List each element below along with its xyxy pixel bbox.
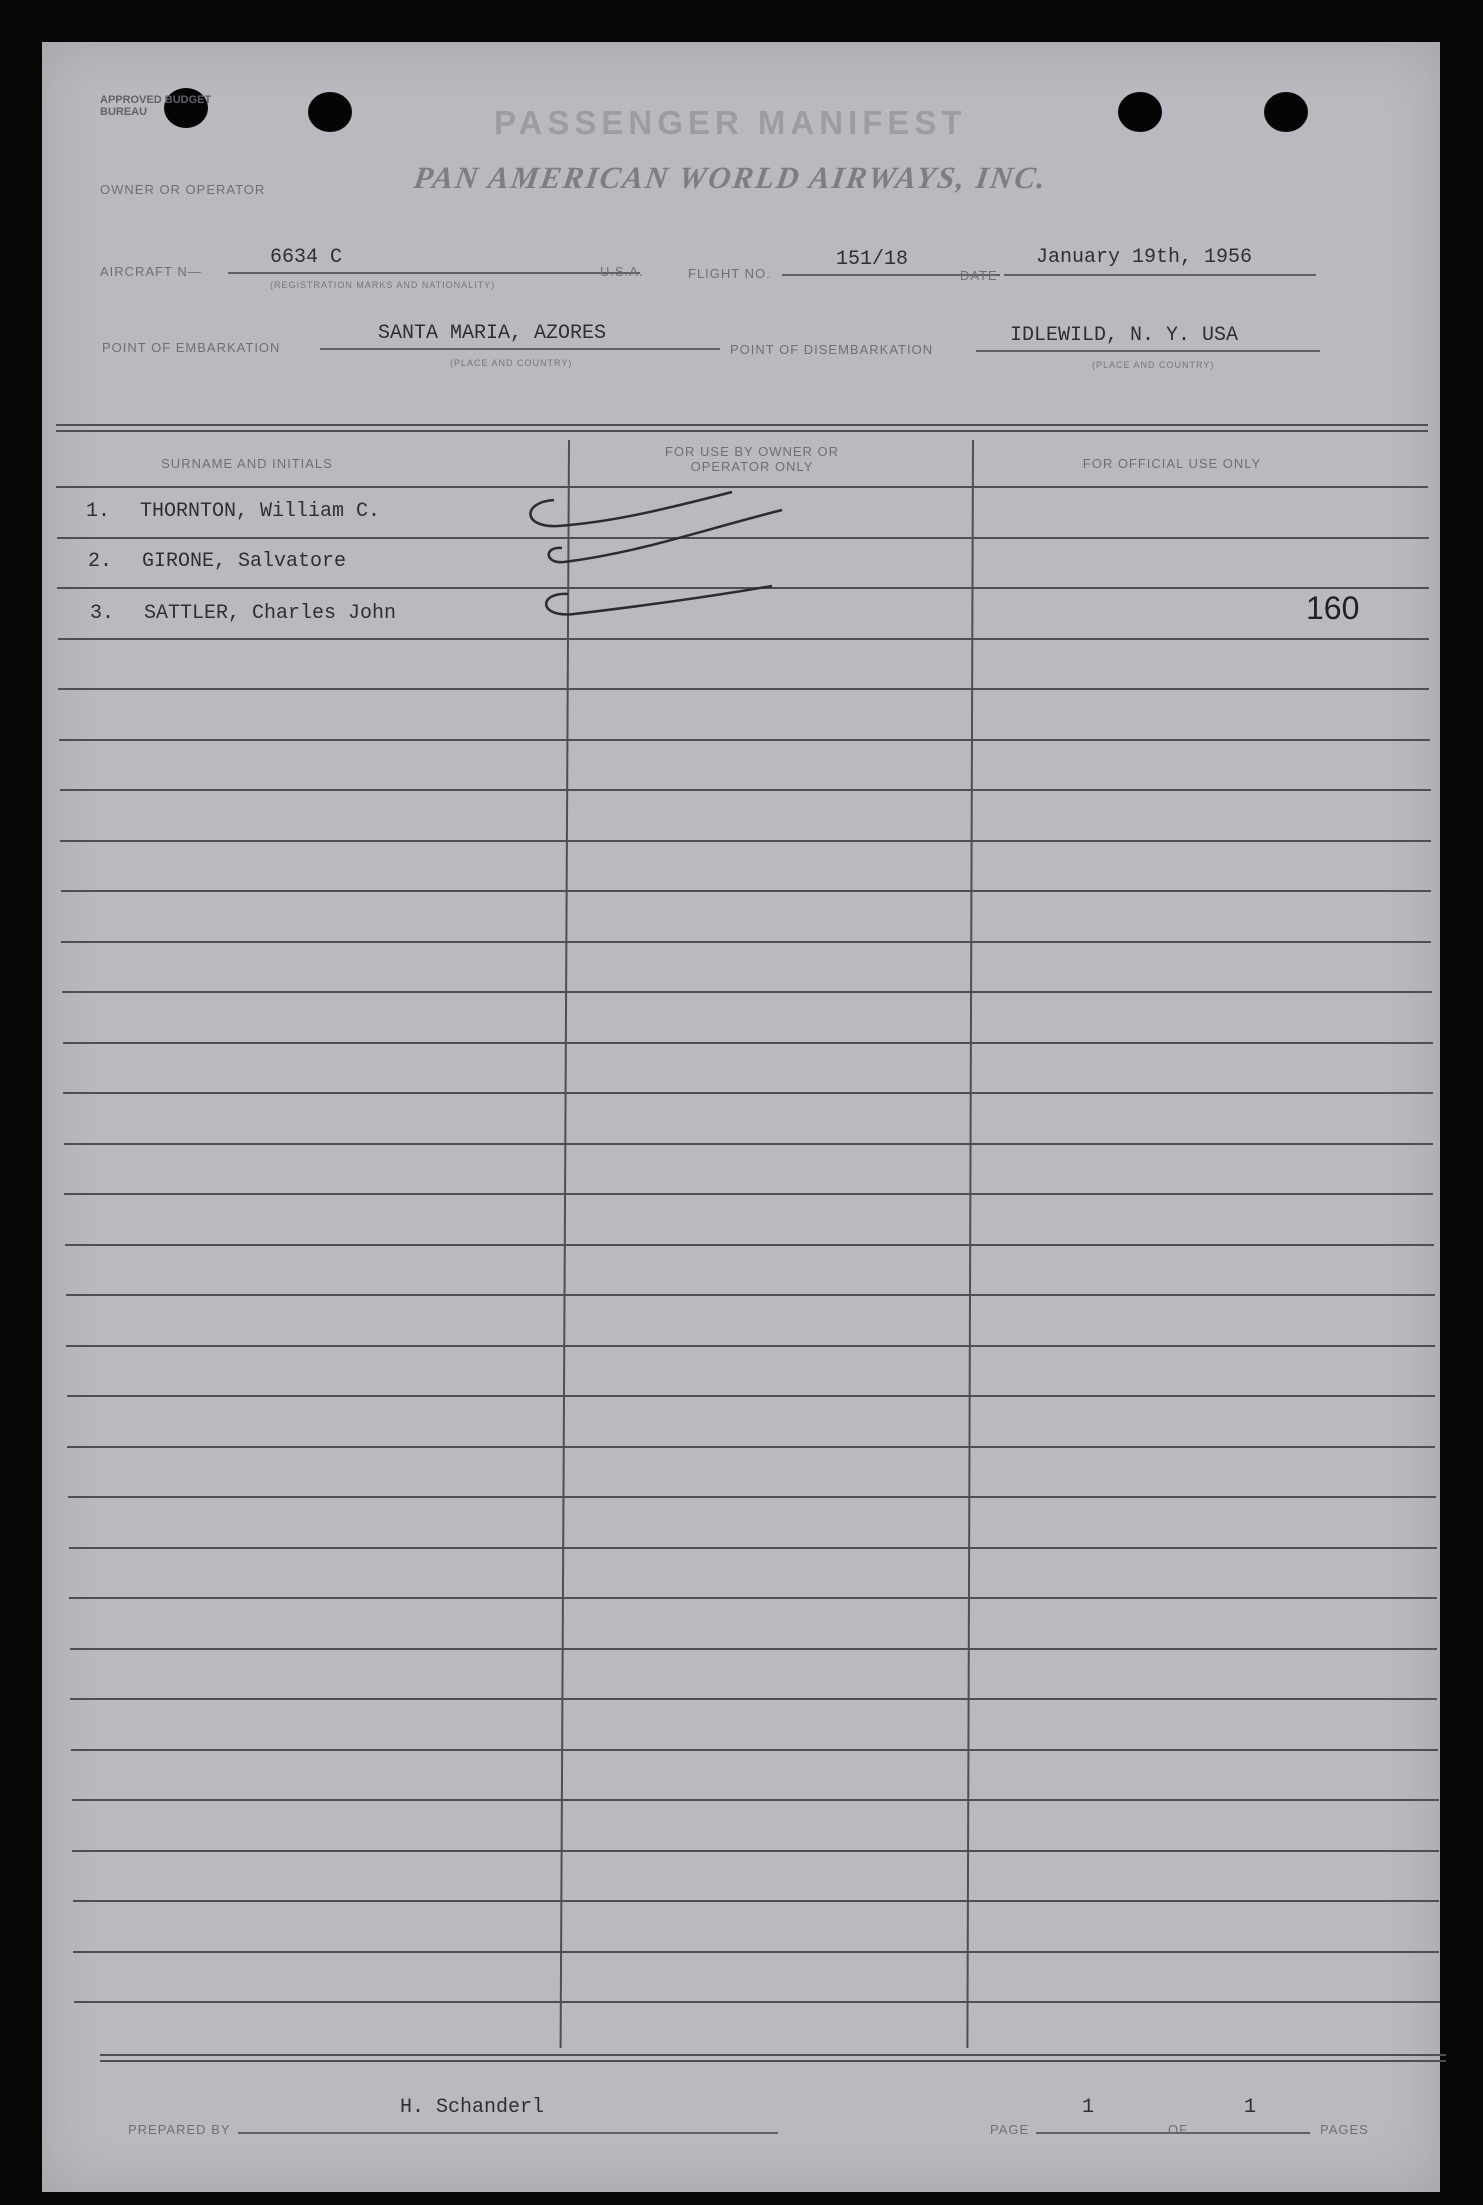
of-label: OF <box>1168 2122 1189 2137</box>
table-row-line <box>62 991 1432 993</box>
disembarkation-value: IDLEWILD, N. Y. USA <box>1010 324 1239 347</box>
punch-hole <box>1118 92 1162 132</box>
date-value: January 19th, 1956 <box>1036 246 1253 269</box>
page-value: 1 <box>1082 2096 1095 2119</box>
table-bottom-rule <box>100 2054 1446 2056</box>
table-row-line <box>67 1395 1435 1397</box>
table-row-line <box>74 2001 1440 2003</box>
table-row-line <box>69 1547 1437 1549</box>
manifest-sheet <box>42 42 1440 2192</box>
prepared-by-fill-line <box>238 2132 778 2134</box>
official-mark: 160 <box>1306 590 1360 626</box>
embarkation-label: POINT OF EMBARKATION <box>102 340 281 355</box>
table-row-line <box>63 1042 1433 1044</box>
table-row-line <box>73 1951 1439 1953</box>
date-fill-line <box>1004 274 1316 276</box>
of-value: 1 <box>1244 2096 1257 2119</box>
corner-stamp: APPROVED BUDGET BUREAU <box>100 94 212 118</box>
usa-label: U.S.A. <box>600 264 644 279</box>
table-row-line <box>72 1799 1439 1801</box>
table-bottom-rule <box>100 2060 1446 2062</box>
row-number: 1. <box>86 500 111 523</box>
embarkation-fill-line <box>320 348 720 350</box>
table-row-line <box>72 1850 1439 1852</box>
prepared-by-label: PREPARED BY <box>128 2122 231 2137</box>
flight-no-label: FLIGHT NO. <box>688 266 771 281</box>
aircraft-label: AIRCRAFT N— <box>100 264 202 279</box>
row-number: 3. <box>90 602 115 625</box>
of-fill-line <box>1198 2132 1310 2134</box>
table-row-line <box>71 1749 1438 1751</box>
table-row-line <box>63 1092 1433 1094</box>
owner-label: OWNER OR OPERATOR <box>100 182 266 197</box>
table-row-line <box>70 1648 1437 1650</box>
passenger-name: GIRONE, Salvatore <box>142 550 347 573</box>
row-number: 2. <box>88 550 113 573</box>
owner-column-header: FOR USE BY OWNER OR OPERATOR ONLY <box>664 444 840 474</box>
table-row-line <box>61 941 1431 943</box>
table-row-line <box>69 1597 1437 1599</box>
check-marks <box>502 482 842 662</box>
table-row-line <box>64 1143 1433 1145</box>
table-row-line <box>59 739 1430 741</box>
table-row-line <box>67 1446 1435 1448</box>
form-title: PASSENGER MANIFEST <box>494 104 967 141</box>
registration-caption: (REGISTRATION MARKS AND NATIONALITY) <box>270 280 496 290</box>
punch-hole <box>1264 92 1308 132</box>
table-row-line <box>61 890 1431 892</box>
check-mark-2 <box>549 510 782 562</box>
table-row-line <box>68 1496 1436 1498</box>
table-row-line <box>66 1294 1435 1296</box>
embarkation-caption: (PLACE AND COUNTRY) <box>450 358 573 368</box>
table-row-line <box>60 840 1431 842</box>
check-mark-1 <box>530 492 732 526</box>
table-row-line <box>66 1345 1435 1347</box>
punch-hole <box>308 92 352 132</box>
passenger-name: THORNTON, William C. <box>140 500 381 523</box>
page-label: PAGE <box>990 2122 1030 2137</box>
check-mark-3 <box>546 586 772 614</box>
pages-label: PAGES <box>1320 2122 1369 2137</box>
aircraft-fill-line <box>228 272 640 274</box>
official-column-header: FOR OFFICIAL USE ONLY <box>1082 456 1262 471</box>
prepared-by-value: H. Schanderl <box>400 2096 545 2119</box>
surname-column-header: SURNAME AND INITIALS <box>161 456 333 471</box>
passenger-name: SATTLER, Charles John <box>144 602 397 625</box>
aircraft-value: 6634 C <box>270 246 343 269</box>
table-row-line <box>73 1900 1439 1902</box>
table-row-line <box>64 1193 1433 1195</box>
disembarkation-caption: (PLACE AND COUNTRY) <box>1092 360 1215 370</box>
date-label: DATE <box>960 268 998 283</box>
disembarkation-label: POINT OF DISEMBARKATION <box>730 342 934 357</box>
table-top-rule <box>56 430 1428 432</box>
disembarkation-fill-line <box>976 350 1320 352</box>
owner-value: PAN AMERICAN WORLD AIRWAYS, INC. <box>411 160 1050 195</box>
embarkation-value: SANTA MARIA, AZORES <box>378 322 607 345</box>
table-row-line <box>70 1698 1437 1700</box>
table-row-line <box>58 688 1429 690</box>
table-top-rule <box>56 424 1428 426</box>
flight-no-value: 151/18 <box>836 248 909 271</box>
table-row-line <box>60 789 1431 791</box>
table-row-line <box>65 1244 1434 1246</box>
